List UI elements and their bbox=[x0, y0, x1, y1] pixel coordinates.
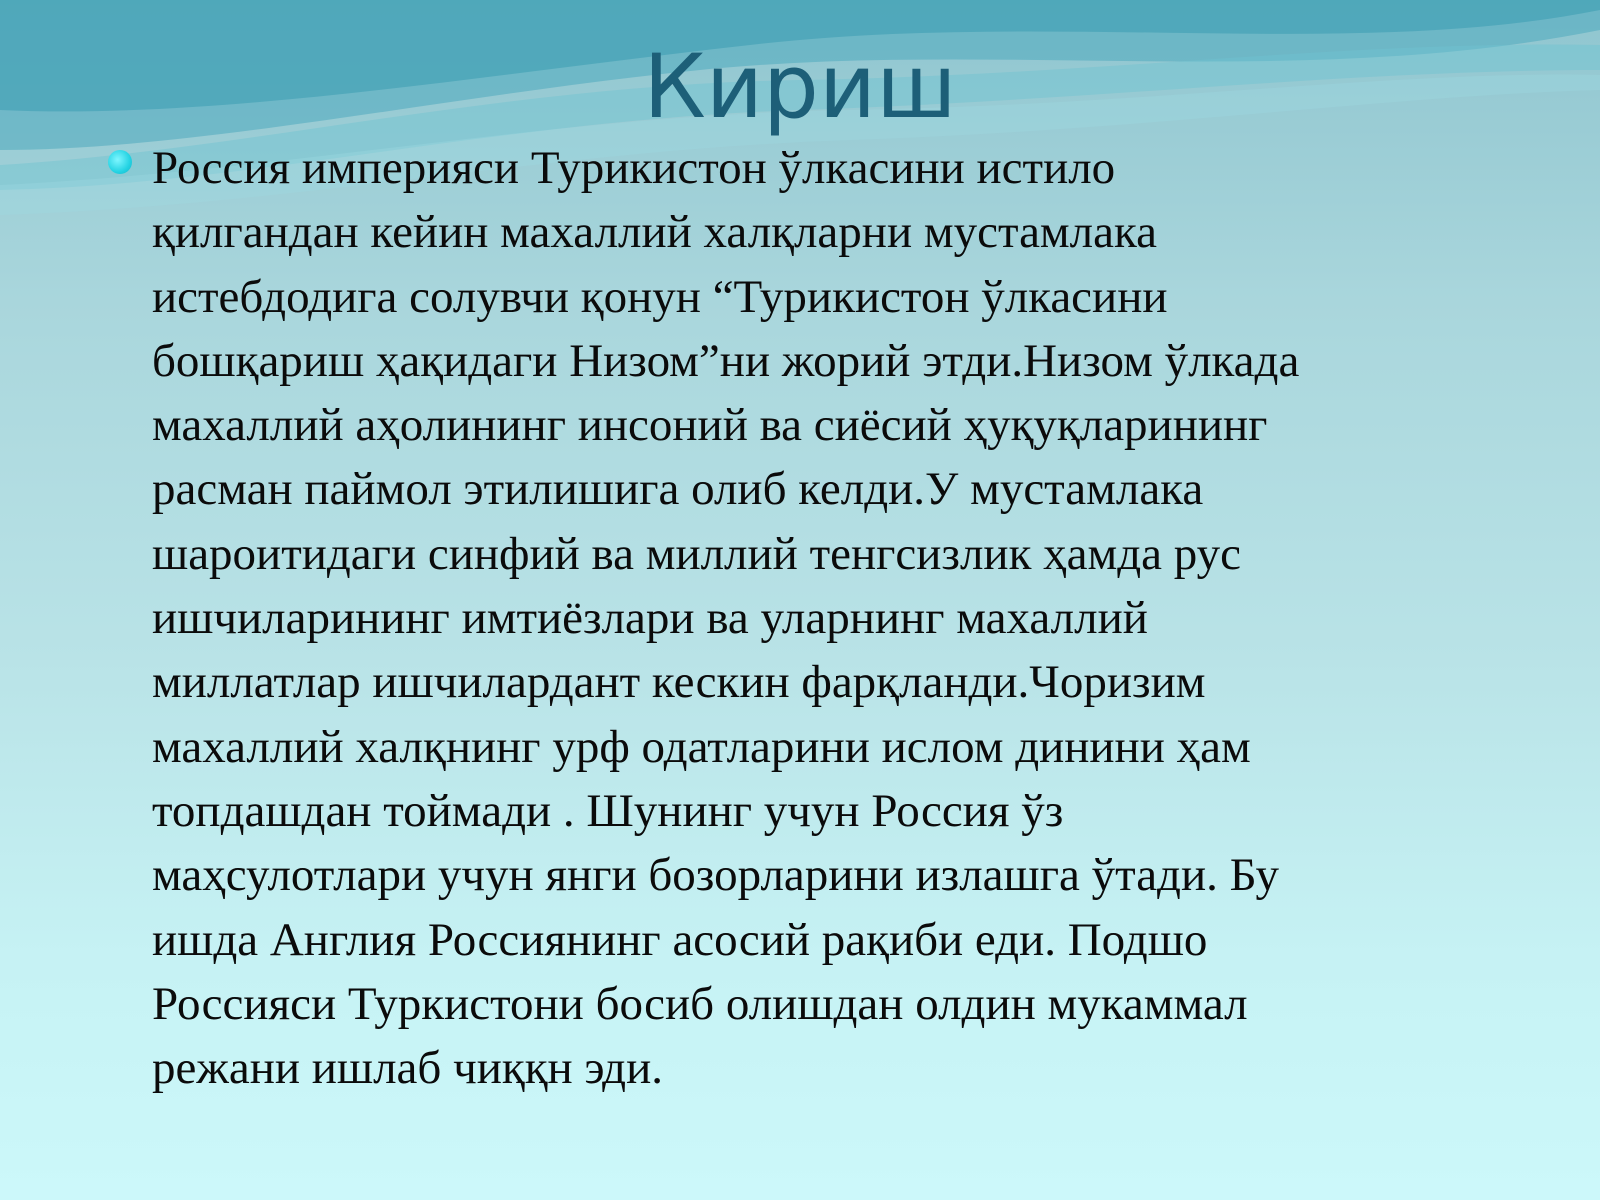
bullet-icon bbox=[108, 150, 132, 174]
bullet-text: Россия империяси Турикистон ўлкасини истило қилгандан кейин махаллий халқларни мустамлака истебдодига солувчи қонун “Турикистон ўлкасини бошқариш ҳақидаги Низом”ни жорий этди.Низом ўлкада махаллий аҳолининг инсоний ва сиёсий ҳуқуқларининг расман паймол этилишига олиб келди.У мустамлака шароитидаги синфий ва миллий тенгсизлик ҳамда рус ишчиларининг имтиёзлари ва уларнинг махаллий миллатлар ишчилардант кескин фарқланди.Чоризим махаллий халқнинг урф одатларини ислом динини ҳам топдашдан тоймади . Шунинг учун Россия ўз маҳсулотлари учун янги бозорларини излашга ўтади. Бу ишда Англия Россиянинг асосий рақиби еди. Подшо Россияси Туркистони босиб олишдан олдин мукаммал режани ишлаб чиққн эди. bbox=[152, 142, 1300, 1095]
slide-title: Кириш bbox=[643, 35, 957, 138]
